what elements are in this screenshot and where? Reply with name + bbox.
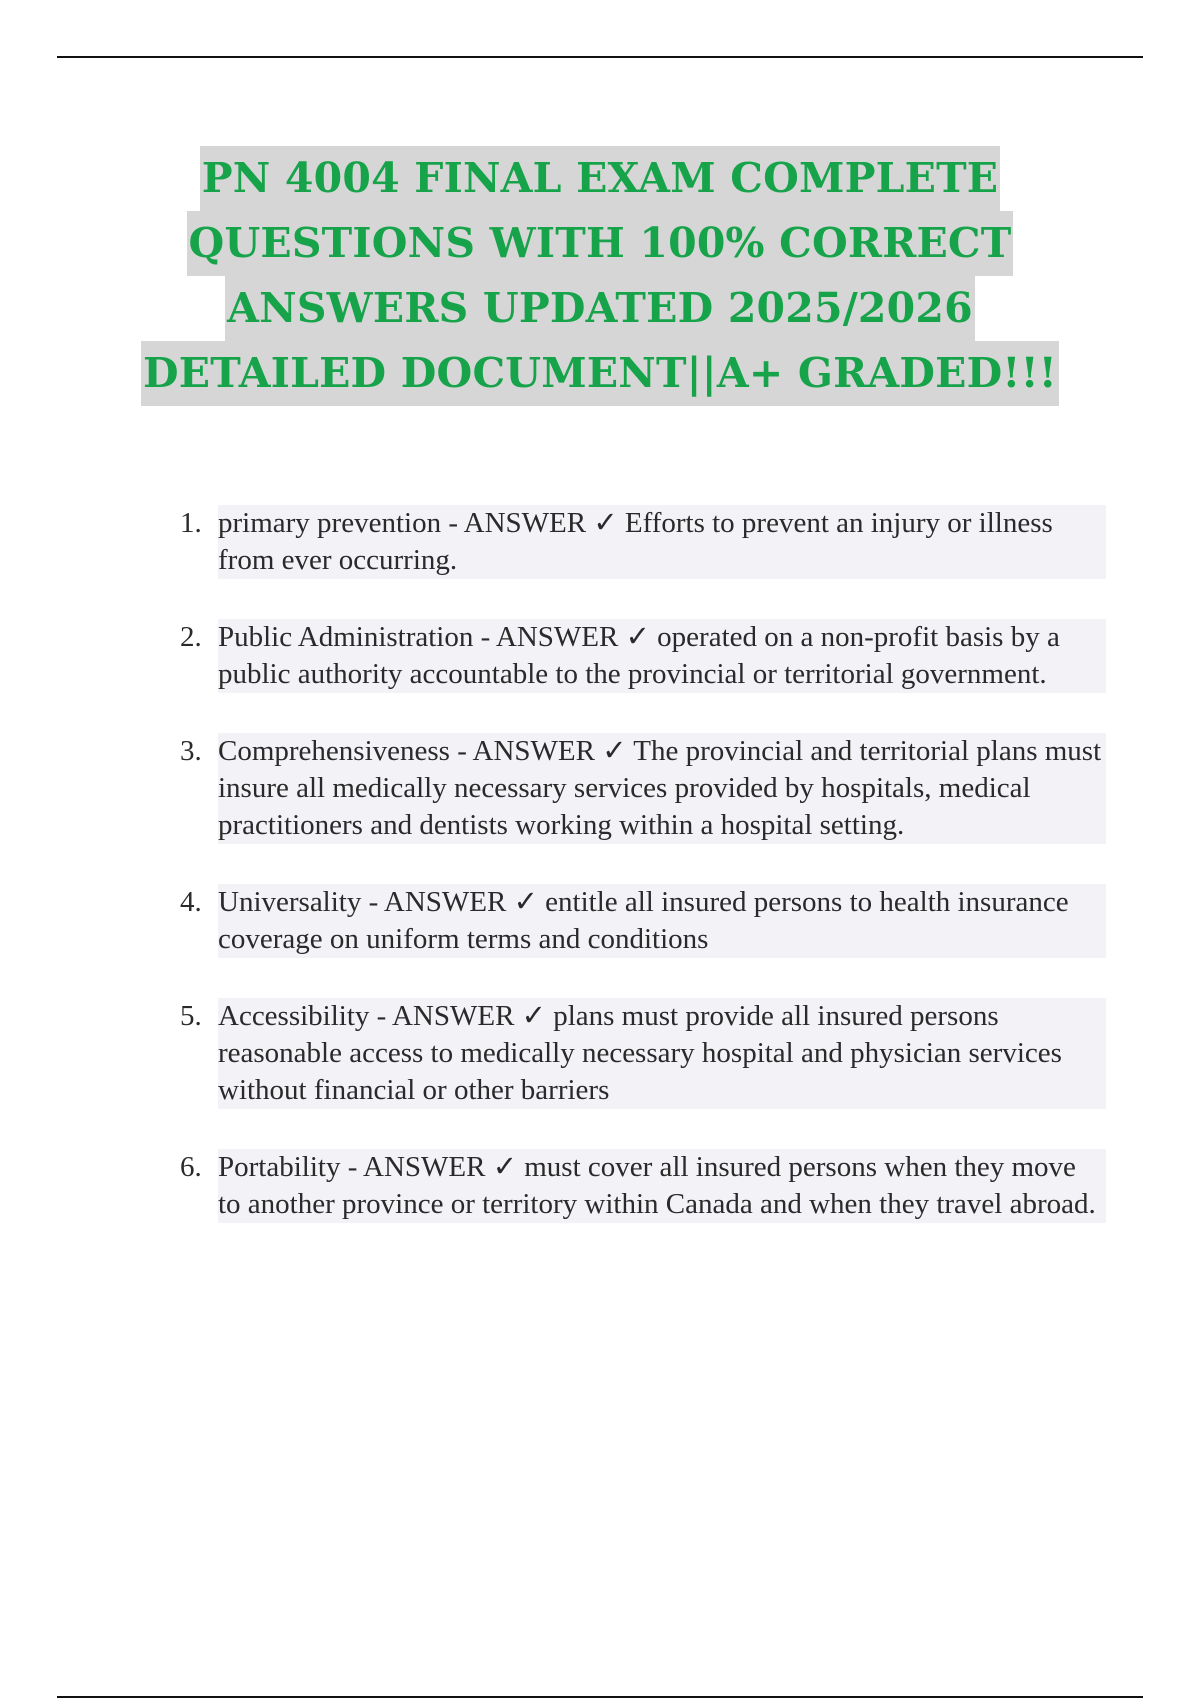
bottom-divider	[57, 1696, 1143, 1698]
list-item	[176, 733, 1106, 844]
item-number: 2.	[180, 621, 202, 653]
list-item	[176, 998, 1106, 1109]
title-line-3: ANSWERS UPDATED 2025/2026	[225, 276, 975, 341]
top-divider	[57, 56, 1143, 58]
item-text: primary prevention - ANSWER ✓ Efforts to prevent an injury or illness from ever occurring.	[218, 505, 1106, 579]
item-text: Portability - ANSWER ✓ must cover all insured persons when they move to another province or territory within Canada and when they travel abroad.	[218, 1149, 1106, 1223]
item-number: 5.	[180, 1000, 202, 1032]
item-text: Universality - ANSWER ✓ entitle all insured persons to health insurance coverage on uniform terms and conditions	[218, 884, 1106, 958]
item-text: Accessibility - ANSWER ✓ plans must provide all insured persons reasonable access to medically necessary hospital and physician services without financial or other barriers	[218, 998, 1106, 1109]
title-line-2: QUESTIONS WITH 100% CORRECT	[187, 211, 1014, 276]
item-number: 4.	[180, 886, 202, 918]
list-item	[176, 505, 1106, 579]
list-item	[176, 884, 1106, 958]
item-text: Public Administration - ANSWER ✓ operated on a non-profit basis by a public authority accountable to the provincial or territorial government.	[218, 619, 1106, 693]
list-item	[176, 619, 1106, 693]
item-number: 3.	[180, 735, 202, 767]
item-text: Comprehensiveness - ANSWER ✓ The provincial and territorial plans must insure all medically necessary services provided by hospitals, medical practitioners and dentists working within a hospital setting.	[218, 733, 1106, 844]
list-item	[176, 1149, 1106, 1223]
item-number: 6.	[180, 1151, 202, 1183]
title-line-1: PN 4004 FINAL EXAM COMPLETE	[200, 146, 1001, 211]
title-line-4: DETAILED DOCUMENT||A+ GRADED!!!	[141, 341, 1059, 406]
document-title	[0, 146, 1200, 406]
item-number: 1.	[180, 507, 202, 539]
question-answer-list	[176, 505, 1106, 1263]
